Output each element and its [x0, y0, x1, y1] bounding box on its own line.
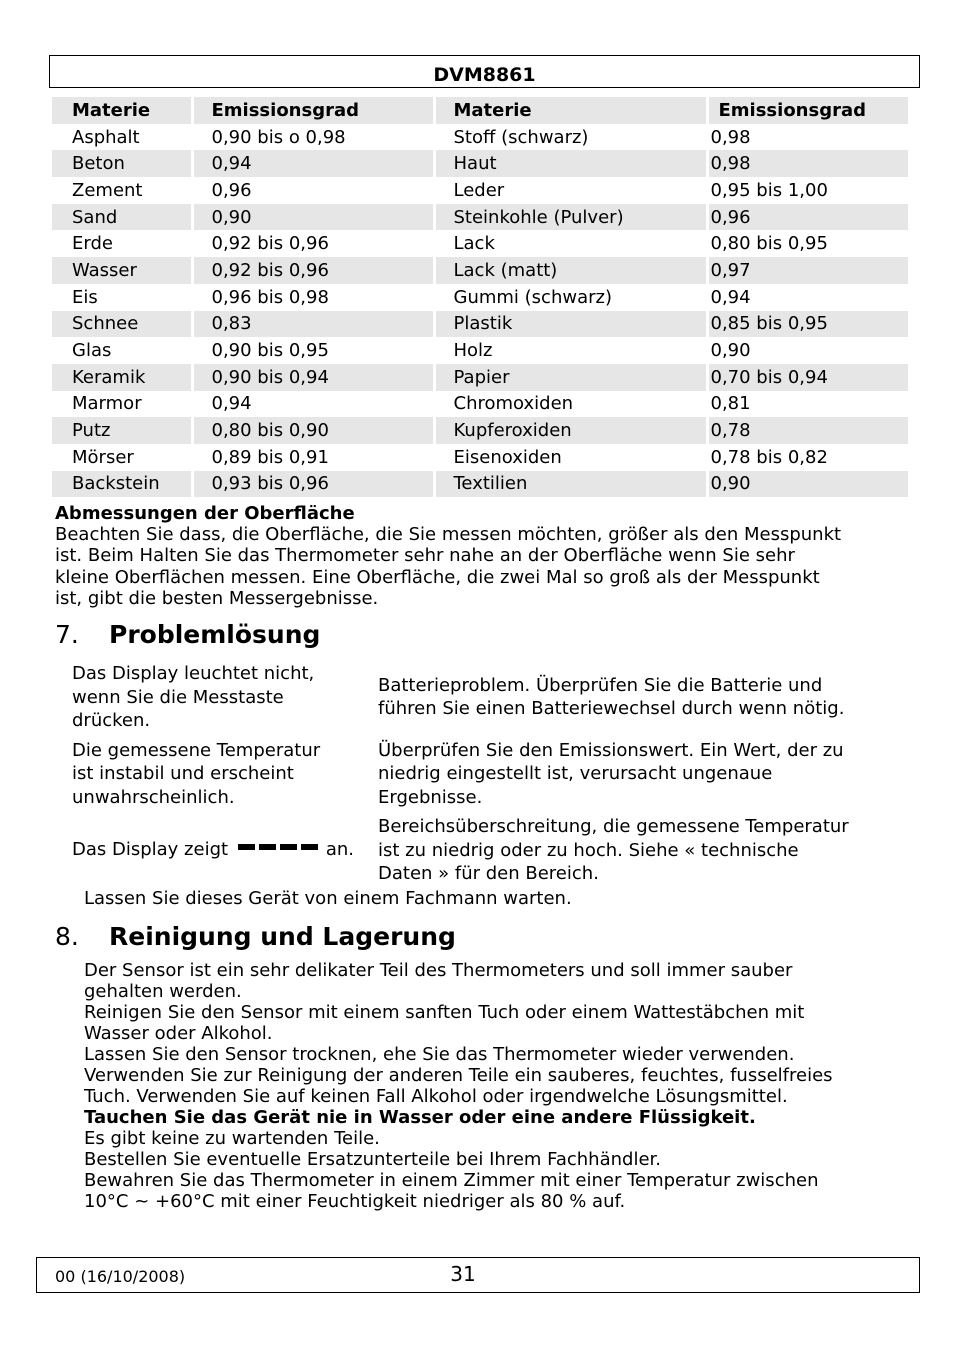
warning-line: Tauchen Sie das Gerät nie in Wasser oder eine andere Flüssigkeit.: [84, 1107, 756, 1128]
problem-line: an.: [325, 839, 354, 861]
revision-date: 00 (16/10/2008): [55, 1267, 186, 1286]
section-number: 7.: [55, 620, 79, 649]
material-cell: Kupferoxiden: [434, 417, 707, 444]
material-cell: Textilien: [434, 471, 707, 498]
trouble-row: [72, 662, 912, 733]
emissivity-cell: 0,90 bis o 0,98: [192, 124, 434, 151]
table-row: [52, 471, 908, 498]
paragraph-line: Verwenden Sie zur Reinigung der anderen Teile ein sauberes, feuchtes, fusselfreies: [84, 1065, 833, 1086]
emissivity-cell: 0,80 bis 0,95: [707, 230, 908, 257]
document-header: [49, 55, 920, 88]
emissivity-cell: 0,90: [707, 471, 908, 498]
paragraph-line: Wasser oder Alkohol.: [84, 1023, 273, 1044]
material-cell: Mörser: [72, 446, 134, 468]
paragraph-line: gehalten werden.: [84, 981, 242, 1002]
paragraph-line: Bewahren Sie das Thermometer in einem Zimmer mit einer Temperatur zwischen: [84, 1170, 819, 1191]
emissivity-cell: 0,98: [707, 124, 908, 151]
material-cell: Erde: [72, 233, 113, 255]
paragraph-line: Lassen Sie den Sensor trocknen, ehe Sie das Thermometer wieder verwenden.: [84, 1044, 795, 1065]
emissivity-table: [52, 97, 908, 497]
emissivity-cell: 0,90 bis 0,95: [192, 337, 434, 364]
problem-line: ist instabil und erscheint: [72, 763, 294, 784]
table-row: [52, 444, 908, 471]
emissivity-cell: 0,90 bis 0,94: [192, 364, 434, 391]
material-cell: Steinkohle (Pulver): [434, 204, 707, 231]
emissivity-cell: 0,78 bis 0,82: [707, 444, 908, 471]
column-header: Emissionsgrad: [707, 97, 908, 124]
emissivity-cell: 0,70 bis 0,94: [707, 364, 908, 391]
table-row: [52, 391, 908, 418]
emissivity-cell: 0,81: [707, 391, 908, 418]
paragraph-line: ist, gibt die besten Messergebnisse.: [55, 587, 379, 609]
emissivity-cell: 0,90: [192, 204, 434, 231]
problem-line: Das Display leuchtet nicht,: [72, 663, 315, 684]
material-cell: Holz: [434, 337, 707, 364]
table-row: [52, 284, 908, 311]
emissivity-cell: 0,83: [192, 311, 434, 338]
display-dashes-icon: [238, 839, 322, 863]
problem-line: unwahrscheinlich.: [72, 786, 235, 808]
paragraph-line: 10°C ~ +60°C mit einer Feuchtigkeit niedriger als 80 % auf.: [84, 1191, 626, 1212]
material-cell: Plastik: [434, 311, 707, 338]
material-cell: Chromoxiden: [434, 391, 707, 418]
solution-line: Daten » für den Bereich.: [378, 863, 599, 884]
page-footer: [36, 1257, 920, 1293]
emissivity-cell: 0,94: [707, 284, 908, 311]
material-cell: Backstein: [52, 471, 192, 498]
material-cell: Papier: [434, 364, 707, 391]
emissivity-cell: 0,97: [707, 257, 908, 284]
paragraph-line: Beachten Sie dass, die Oberfläche, die Sie messen möchten, größer als den Messpunkt: [55, 524, 842, 545]
solution-line: Batterieproblem. Überprüfen Sie die Batterie und: [378, 674, 823, 696]
emissivity-cell: 0,92 bis 0,96: [192, 230, 434, 257]
emissivity-cell: 0,95 bis 1,00: [707, 177, 908, 204]
page-number: 31: [450, 1262, 476, 1286]
problem-line: Die gemessene Temperatur: [72, 739, 321, 761]
material-cell: Eisenoxiden: [434, 444, 707, 471]
trouble-row: [72, 739, 912, 810]
material-cell: Glas: [72, 340, 112, 362]
paragraph-line: Es gibt keine zu wartenden Teile.: [84, 1128, 380, 1149]
solution-cell: [378, 674, 912, 721]
problem-cell: [72, 662, 378, 733]
paragraph-line: Der Sensor ist ein sehr delikater Teil des Thermometers und soll immer sauber: [84, 960, 793, 981]
material-cell: Leder: [434, 177, 707, 204]
solution-line: Ergebnisse.: [378, 786, 483, 808]
section-number: 8.: [55, 922, 79, 951]
table-row: [52, 337, 908, 364]
table-row: [52, 204, 908, 231]
problem-line: Das Display zeigt: [72, 839, 229, 861]
surface-paragraph: [55, 524, 915, 609]
table-row: [52, 124, 908, 151]
table-row: [52, 417, 908, 444]
paragraph-line: Bestellen Sie eventuelle Ersatzunterteile bei Ihrem Fachhändler.: [84, 1149, 662, 1170]
emissivity-cell: 0,85 bis 0,95: [707, 311, 908, 338]
emissivity-cell: 0,98: [707, 150, 908, 177]
material-cell: Beton: [52, 150, 192, 177]
section-title-text: Problemlösung: [109, 620, 321, 649]
problem-cell: [72, 739, 378, 810]
material-cell: Asphalt: [72, 126, 140, 148]
material-cell: Zement: [72, 179, 143, 201]
solution-line: ist zu niedrig oder zu hoch. Siehe « technische: [378, 839, 799, 861]
solution-line: Überprüfen Sie den Emissionswert. Ein Wert, der zu: [378, 739, 844, 761]
table-row: [52, 311, 908, 338]
material-cell: Lack: [434, 230, 707, 257]
paragraph-line: kleine Oberflächen messen. Eine Oberfläche, die zwei Mal so groß als der Messpunkt: [55, 566, 820, 588]
table-row: [52, 150, 908, 177]
trouble-row: [72, 815, 912, 886]
model-name: DVM8861: [433, 64, 536, 86]
column-header: Materie: [52, 97, 192, 124]
solution-cell: [378, 739, 912, 810]
material-cell: Stoff (schwarz): [434, 124, 707, 151]
material-cell: Sand: [52, 204, 192, 231]
table-row: [52, 177, 908, 204]
emissivity-cell: 0,96 bis 0,98: [192, 284, 434, 311]
solution-line: Bereichsüberschreitung, die gemessene Temperatur: [378, 816, 849, 837]
emissivity-cell: 0,96: [707, 204, 908, 231]
emissivity-cell: 0,89 bis 0,91: [192, 444, 434, 471]
emissivity-cell: 0,90: [707, 337, 908, 364]
material-cell: Schnee: [52, 311, 192, 338]
table-row: [52, 364, 908, 391]
surface-heading: Abmessungen der Oberfläche: [55, 503, 355, 524]
emissivity-cell: 0,96: [192, 177, 434, 204]
material-cell: Putz: [52, 417, 192, 444]
material-cell: Haut: [434, 150, 707, 177]
emissivity-cell: 0,92 bis 0,96: [192, 257, 434, 284]
problem-line: wenn Sie die Messtaste: [72, 686, 284, 708]
cleaning-paragraph: [84, 960, 914, 1212]
paragraph-line: Reinigen Sie den Sensor mit einem sanften Tuch oder einem Wattestäbchen mit: [84, 1002, 805, 1023]
solution-line: niedrig eingestellt ist, verursacht ungenaue: [378, 763, 773, 784]
material-cell: Gummi (schwarz): [434, 284, 707, 311]
service-note: Lassen Sie dieses Gerät von einem Fachmann warten.: [84, 888, 572, 909]
problem-cell: [72, 838, 378, 862]
table-row: [52, 257, 908, 284]
emissivity-cell: 0,94: [192, 391, 434, 418]
material-cell: Wasser: [52, 257, 192, 284]
paragraph-line: Tuch. Verwenden Sie auf keinen Fall Alkohol oder irgendwelche Lösungsmittel.: [84, 1086, 788, 1107]
section-8-title: [55, 922, 456, 952]
column-header: Emissionsgrad: [192, 97, 434, 124]
material-cell: Eis: [72, 286, 98, 308]
table-row: [52, 230, 908, 257]
solution-cell: [378, 815, 912, 886]
table-header-row: [52, 97, 908, 124]
material-cell: Lack (matt): [434, 257, 707, 284]
problem-line: drücken.: [72, 710, 151, 731]
material-cell: Keramik: [52, 364, 192, 391]
troubleshooting-table: [72, 662, 912, 892]
emissivity-cell: 0,78: [707, 417, 908, 444]
column-header: Materie: [434, 97, 707, 124]
section-7-title: [55, 620, 320, 650]
paragraph-line: ist. Beim Halten Sie das Thermometer sehr nahe an der Oberfläche wenn Sie sehr: [55, 545, 795, 567]
material-cell: Marmor: [72, 393, 142, 415]
emissivity-cell: 0,93 bis 0,96: [192, 471, 434, 498]
emissivity-cell: 0,94: [192, 150, 434, 177]
section-title-text: Reinigung und Lagerung: [109, 922, 456, 951]
emissivity-cell: 0,80 bis 0,90: [192, 417, 434, 444]
solution-line: führen Sie einen Batteriewechsel durch wenn nötig.: [378, 698, 845, 720]
